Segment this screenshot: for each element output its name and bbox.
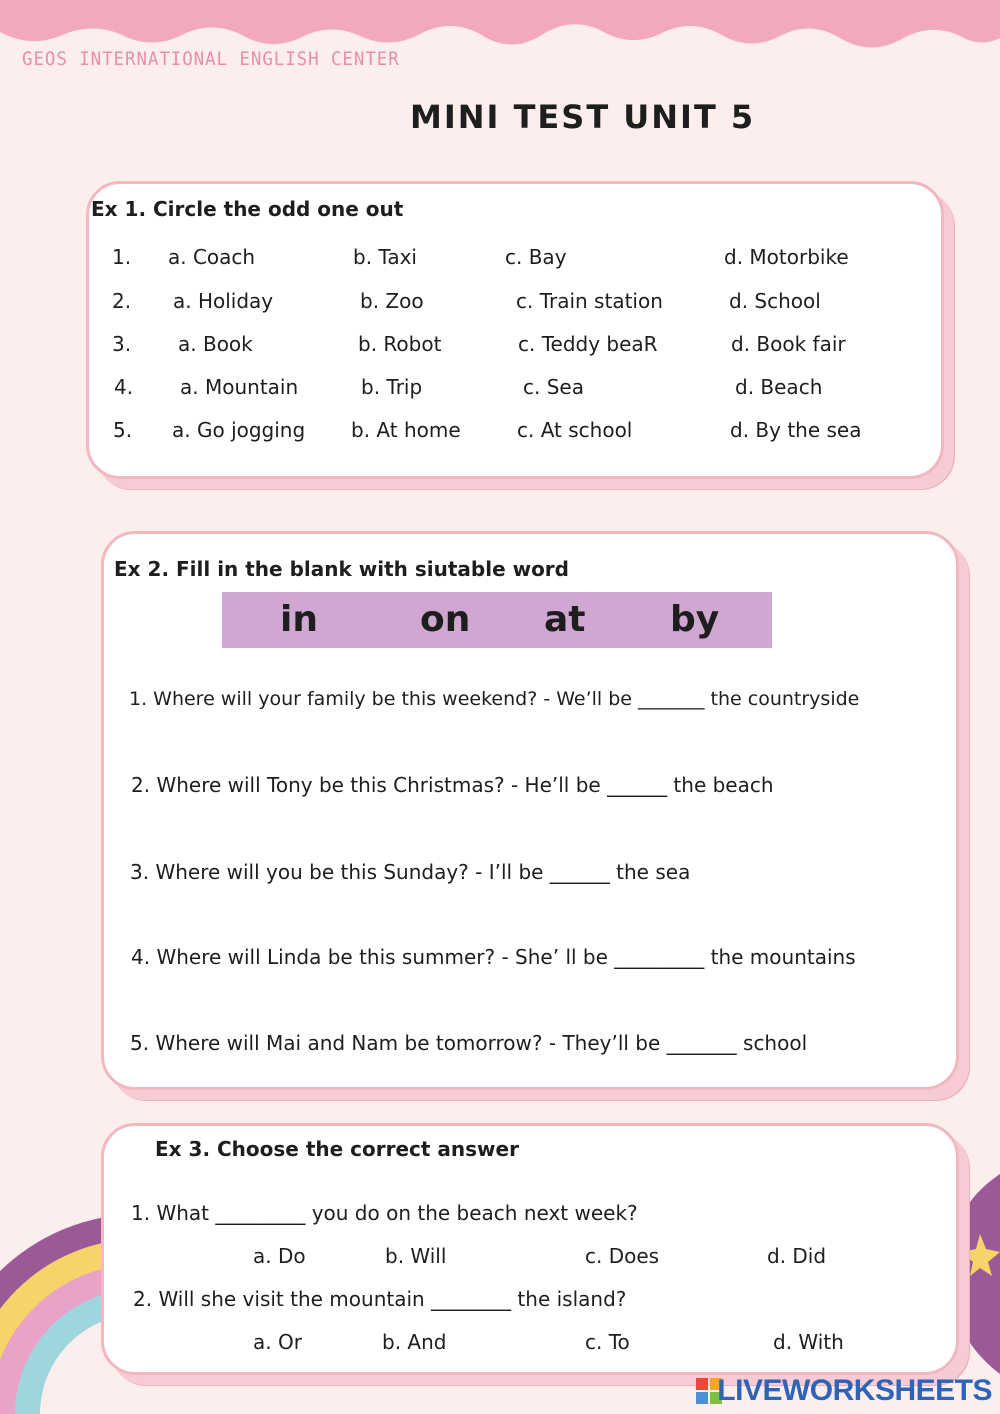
ex1-option-b[interactable]: b. At home — [351, 418, 461, 442]
page-title: MINI TEST UNIT 5 — [410, 98, 756, 136]
ex2-sentence[interactable]: 2. Where will Tony be this Christmas? - He’ll be ______ the beach — [131, 773, 774, 797]
ex2-sentence[interactable]: 4. Where will Linda be this summer? - She’ ll be _________ the mountains — [131, 945, 856, 969]
ex3-option-b[interactable]: b. Will — [385, 1244, 447, 1268]
ex1-title: Ex 1. Circle the odd one out — [91, 197, 404, 221]
ex2-sentence[interactable]: 5. Where will Mai and Nam be tomorrow? - They’ll be _______ school — [130, 1031, 808, 1055]
ex3-option-d[interactable]: d. With — [773, 1330, 844, 1354]
word-bank-item: on — [420, 599, 471, 640]
ex3-option-b[interactable]: b. And — [382, 1330, 447, 1354]
ex2-sentence[interactable]: 3. Where will you be this Sunday? - I’ll be ______ the sea — [130, 860, 691, 884]
ex1-row-number: 5. — [113, 418, 133, 442]
ex1-option-c[interactable]: c. Bay — [505, 245, 567, 269]
brand-watermark: LIVEWORKSHEETS — [717, 1374, 992, 1407]
word-bank-item: at — [544, 599, 586, 640]
ex1-option-a[interactable]: a. Book — [178, 332, 253, 356]
ex3-title: Ex 3. Choose the correct answer — [155, 1137, 519, 1161]
ex1-option-b[interactable]: b. Robot — [358, 332, 442, 356]
ex1-option-d[interactable]: d. By the sea — [730, 418, 862, 442]
ex1-option-d[interactable]: d. Beach — [735, 375, 823, 399]
ex3-option-a[interactable]: a. Or — [253, 1330, 302, 1354]
word-bank — [222, 592, 772, 648]
ex1-row-number: 3. — [112, 332, 132, 356]
ex1-option-c[interactable]: c. Teddy beaR — [518, 332, 658, 356]
ex1-row-number: 4. — [114, 375, 134, 399]
word-bank-item: in — [280, 599, 318, 640]
ex1-option-c[interactable]: c. At school — [517, 418, 633, 442]
ex2-title: Ex 2. Fill in the blank with siutable word — [114, 557, 569, 581]
ex1-option-d[interactable]: d. School — [729, 289, 821, 313]
ex3-question: 1. What _________ you do on the beach next week? — [131, 1201, 638, 1225]
ex1-option-d[interactable]: d. Book fair — [731, 332, 846, 356]
ex2-sentence[interactable]: 1. Where will your family be this weekend? - We’ll be _______ the countryside — [129, 688, 860, 710]
word-bank-item: by — [670, 599, 720, 640]
ex3-option-c[interactable]: c. To — [585, 1330, 630, 1354]
ex1-option-c[interactable]: c. Train station — [516, 289, 663, 313]
ex1-option-c[interactable]: c. Sea — [523, 375, 584, 399]
ex3-option-a[interactable]: a. Do — [253, 1244, 306, 1268]
ex1-option-b[interactable]: b. Zoo — [360, 289, 424, 313]
ex1-option-a[interactable]: a. Go jogging — [172, 418, 306, 442]
center-name: GEOS INTERNATIONAL ENGLISH CENTER — [22, 48, 400, 70]
ex1-option-a[interactable]: a. Holiday — [173, 289, 274, 313]
ex1-option-d[interactable]: d. Motorbike — [724, 245, 849, 269]
ex1-option-b[interactable]: b. Trip — [361, 375, 423, 399]
ex3-question: 2. Will she visit the mountain ________ the island? — [133, 1287, 627, 1311]
ex1-row-number: 1. — [112, 245, 132, 269]
ex3-option-c[interactable]: c. Does — [585, 1244, 660, 1268]
ex1-row-number: 2. — [112, 289, 132, 313]
ex1-option-b[interactable]: b. Taxi — [353, 245, 417, 269]
ex1-option-a[interactable]: a. Mountain — [180, 375, 299, 399]
ex1-option-a[interactable]: a. Coach — [168, 245, 256, 269]
ex3-option-d[interactable]: d. Did — [767, 1244, 827, 1268]
